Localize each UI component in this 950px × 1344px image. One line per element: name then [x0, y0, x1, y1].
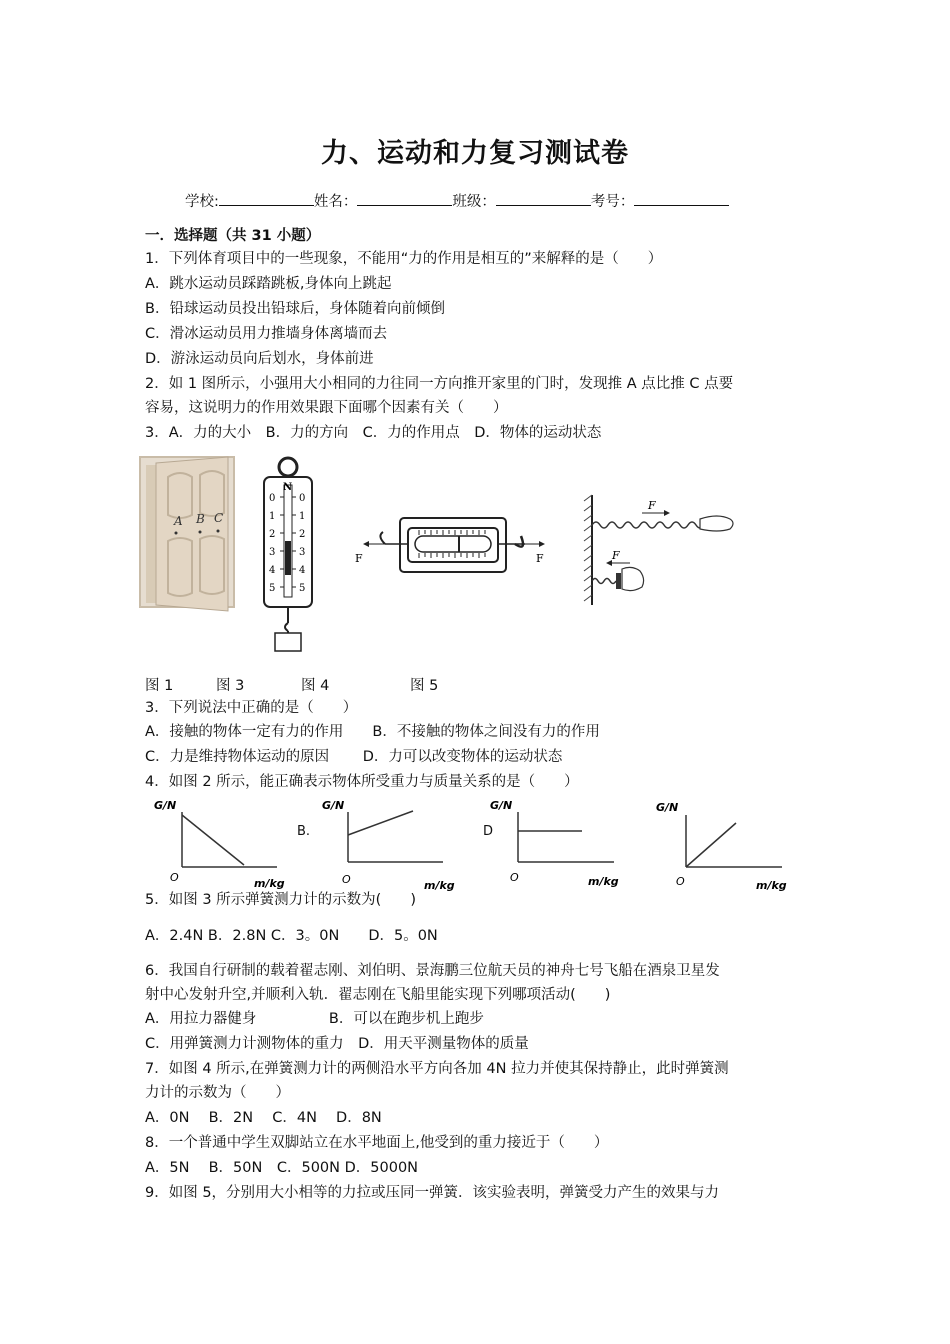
- exam-no-label: 考号：: [590, 194, 635, 210]
- graph-ylabel: G/N: [656, 801, 679, 814]
- question-6-line2: 射中心发射升空,并顺利入轨．翟志刚在飞船里能实现下列哪项活动( ): [145, 987, 611, 1003]
- scale-tick: 4: [269, 565, 276, 576]
- question-8: 8．一个普通中学生双脚站立在水平地面上,他受到的重力接近于（ ）: [145, 1135, 609, 1151]
- graph-option-b: [318, 797, 463, 892]
- force-label-right: F: [536, 552, 544, 565]
- question-7-line2: 力计的示数为（ ）: [145, 1085, 290, 1101]
- q6-options-ab: A．用拉力器健身 B．可以在跑步机上跑步: [145, 1011, 484, 1027]
- question-5: 5．如图 3 所示弹簧测力计的示数为( ): [145, 892, 416, 908]
- scale-tick: 5: [299, 583, 306, 594]
- question-7-line1: 7．如图 4 所示,在弹簧测力计的两侧沿水平方向各加 4N 拉力并使其保持静止，此时弹簧测: [145, 1061, 729, 1077]
- question-2-line1: 2．如 1 图所示，小强用大小相同的力往同一方向推开家里的门时，发现推 A 点比推 C 点要: [145, 376, 734, 392]
- force-label-pull: F: [648, 499, 656, 512]
- name-blank[interactable]: [357, 190, 452, 206]
- question-3: 3．下列说法中正确的是（ ）: [145, 700, 358, 716]
- figure-1-label: 图 1: [145, 678, 174, 694]
- graph-xlabel: m/kg: [424, 879, 455, 892]
- q5-options: A．2.4N B．2.8N C．3。0N D．5。0N: [145, 928, 438, 944]
- scale-tick: 4: [299, 565, 306, 576]
- scale-tick: 1: [269, 511, 276, 522]
- student-info-row: [185, 190, 729, 212]
- figure-5-label: 图 5: [410, 678, 439, 694]
- graph-option-a: [152, 797, 292, 892]
- graph-ylabel: G/N: [322, 799, 345, 812]
- q1-option-c: C．滑冰运动员用力推墙身体离墙而去: [145, 326, 388, 342]
- q1-option-a: A．跳水运动员踩踏跳板,身体向上跳起: [145, 276, 392, 292]
- scale-unit: N: [283, 482, 293, 493]
- graph-origin: O: [170, 871, 179, 884]
- school-label: 学校:: [185, 194, 219, 210]
- option-b-label: B.: [297, 824, 311, 839]
- q7-options: A．0N B．2N C．4N D．8N: [145, 1110, 382, 1126]
- figure-3-label: 图 3: [216, 678, 245, 694]
- page-title: 力、运动和力复习测试卷: [321, 138, 629, 169]
- question-9: 9．如图 5，分别用大小相等的力拉或压同一弹簧．该实验表明，弹簧受力产生的效果与力: [145, 1185, 720, 1201]
- spring-scale-figure: [258, 455, 318, 655]
- class-label: 班级：: [452, 194, 496, 210]
- class-blank[interactable]: [496, 190, 591, 206]
- graph-ylabel: G/N: [490, 799, 513, 812]
- question-2-line2: 容易，这说明力的作用效果跟下面哪个因素有关（ ）: [145, 400, 508, 416]
- graph-option-d: [654, 797, 799, 892]
- q1-option-b: B．铅球运动员投出铅球后，身体随着向前倾倒: [145, 301, 445, 317]
- scale-tick: 0: [299, 493, 306, 504]
- q1-option-d: D．游泳运动员向后划水，身体前进: [145, 351, 374, 367]
- wall-springs-figure: [582, 493, 742, 608]
- graph-xlabel: m/kg: [254, 877, 285, 890]
- horizontal-scale-figure: [355, 510, 550, 580]
- q6-options-cd: C．用弹簧测力计测物体的重力 D．用天平测量物体的质量: [145, 1036, 529, 1052]
- school-blank[interactable]: [219, 190, 314, 206]
- scale-tick: 5: [269, 583, 276, 594]
- exam-no-blank[interactable]: [634, 190, 729, 206]
- door-figure: [138, 455, 238, 615]
- scale-tick: 3: [269, 547, 276, 558]
- question-2-options: 3．A．力的大小 B．力的方向 C．力的作用点 D．物体的运动状态: [145, 425, 602, 441]
- scale-tick: 2: [269, 529, 276, 540]
- question-4: 4．如图 2 所示，能正确表示物体所受重力与质量关系的是（ ）: [145, 774, 579, 790]
- graph-ylabel: G/N: [154, 799, 177, 812]
- name-label: 姓名：: [313, 194, 358, 210]
- q3-options-cd: C．力是维持物体运动的原因 D．力可以改变物体的运动状态: [145, 749, 563, 765]
- figure-4-label: 图 4: [301, 678, 330, 694]
- q8-options: A．5N B．50N C．500N D．5000N: [145, 1160, 419, 1176]
- graph-option-c: [486, 797, 631, 892]
- graph-xlabel: m/kg: [756, 879, 787, 892]
- graph-origin: O: [342, 873, 351, 886]
- door-letter-c: C: [214, 511, 224, 525]
- door-letter-a: A: [174, 514, 183, 528]
- q3-options-ab: A．接触的物体一定有力的作用 B．不接触的物体之间没有力的作用: [145, 724, 600, 740]
- question-6-line1: 6．我国自行研制的载着翟志刚、刘伯明、景海鹏三位航天员的神舟七号飞船在酒泉卫星发: [145, 963, 720, 979]
- graph-origin: O: [676, 875, 685, 888]
- option-d-label: D: [483, 824, 494, 839]
- force-label-push: F: [612, 549, 620, 562]
- scale-tick: 1: [299, 511, 306, 522]
- section-heading: 一．选择题（共 31 小题）: [145, 228, 321, 244]
- scale-tick: 0: [269, 493, 276, 504]
- scale-tick: 2: [299, 529, 306, 540]
- question-1: 1．下列体育项目中的一些现象，不能用“力的作用是相互的”来解释的是（ ）: [145, 251, 663, 267]
- force-label-left: F: [355, 552, 363, 565]
- scale-tick: 3: [299, 547, 306, 558]
- door-letter-b: B: [196, 512, 205, 526]
- graph-origin: O: [510, 871, 519, 884]
- graph-xlabel: m/kg: [588, 875, 619, 888]
